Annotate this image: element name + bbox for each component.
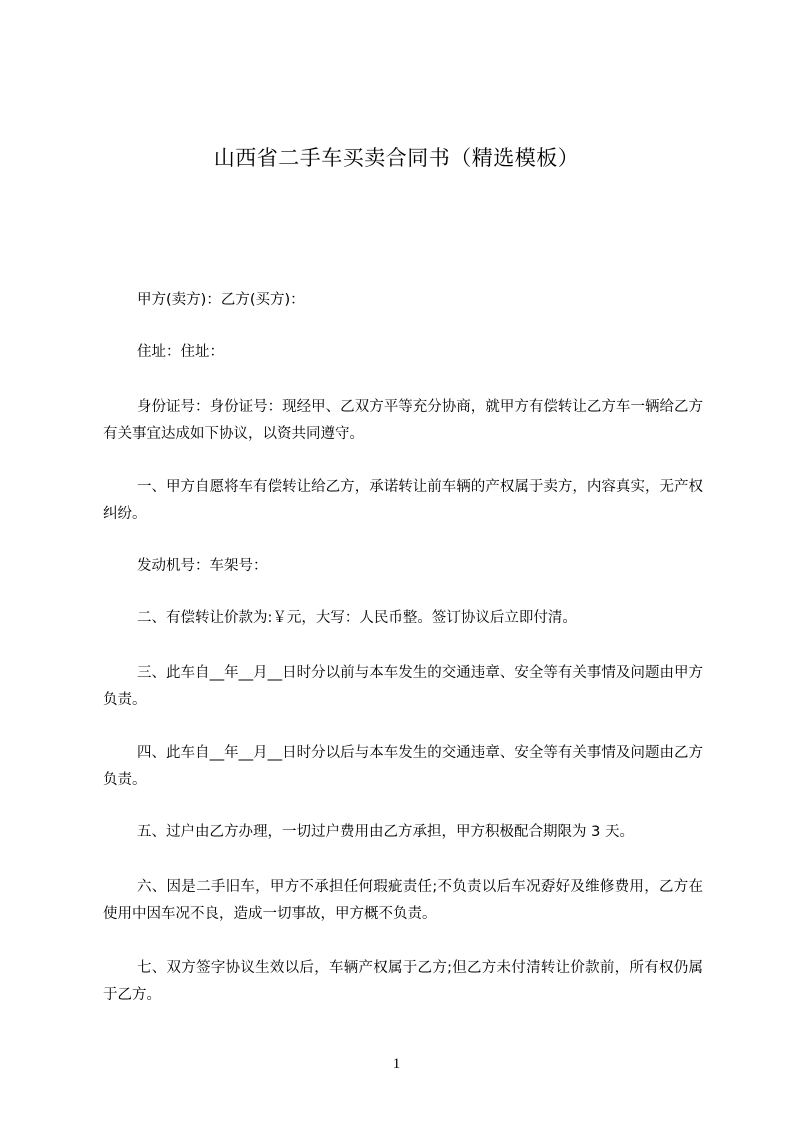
paragraph-clause-6: 六、因是二手旧车，甲方不承担任何瑕疵责任;不负责以后车况孬好及维修费用，乙方在使用中因车况不良，造成一切事故，甲方概不负责。 [103, 879, 703, 922]
paragraph-clause-7: 七、双方签字协议生效以后，车辆产权属于乙方;但乙方未付清转让价款前，所有权仍属于乙方。 [103, 960, 703, 1003]
document-title: 山西省二手车买卖合同书（精选模板） [213, 146, 580, 170]
paragraph-clause-3: 三、此车自__年__月__日时分以前与本车发生的交通违章、安全等有关事情及问题由甲方负责。 [103, 665, 703, 708]
paragraph-clause-4: 四、此车自__年__月__日时分以后与本车发生的交通违章、安全等有关事情及问题由乙方负责。 [103, 745, 703, 788]
page-number: 1 [392, 1056, 401, 1072]
paragraph-clause-1: 一、甲方自愿将车有偿转让给乙方，承诺转让前车辆的产权属于卖方，内容真实，无产权纠纷。 [103, 479, 703, 522]
paragraph-clause-2: 二、有偿转让价款为:￥元，大写：人民币整。签订协议后立即付清。 [137, 610, 577, 626]
paragraph-clause-5: 五、过户由乙方办理，一切过户费用由乙方承担，甲方积极配合期限为 3 天。 [137, 824, 634, 840]
paragraph-parties: 甲方(卖方)：乙方(买方)： [137, 292, 305, 308]
paragraph-address: 住址：住址： [137, 344, 224, 360]
paragraph-id-preamble: 身份证号：身份证号：现经甲、乙双方平等充分协商，就甲方有偿转让乙方车一辆给乙方有关事宜达成如下协议，以资共同遵守。 [103, 399, 703, 442]
paragraph-engine-frame: 发动机号：车架号： [137, 558, 268, 574]
